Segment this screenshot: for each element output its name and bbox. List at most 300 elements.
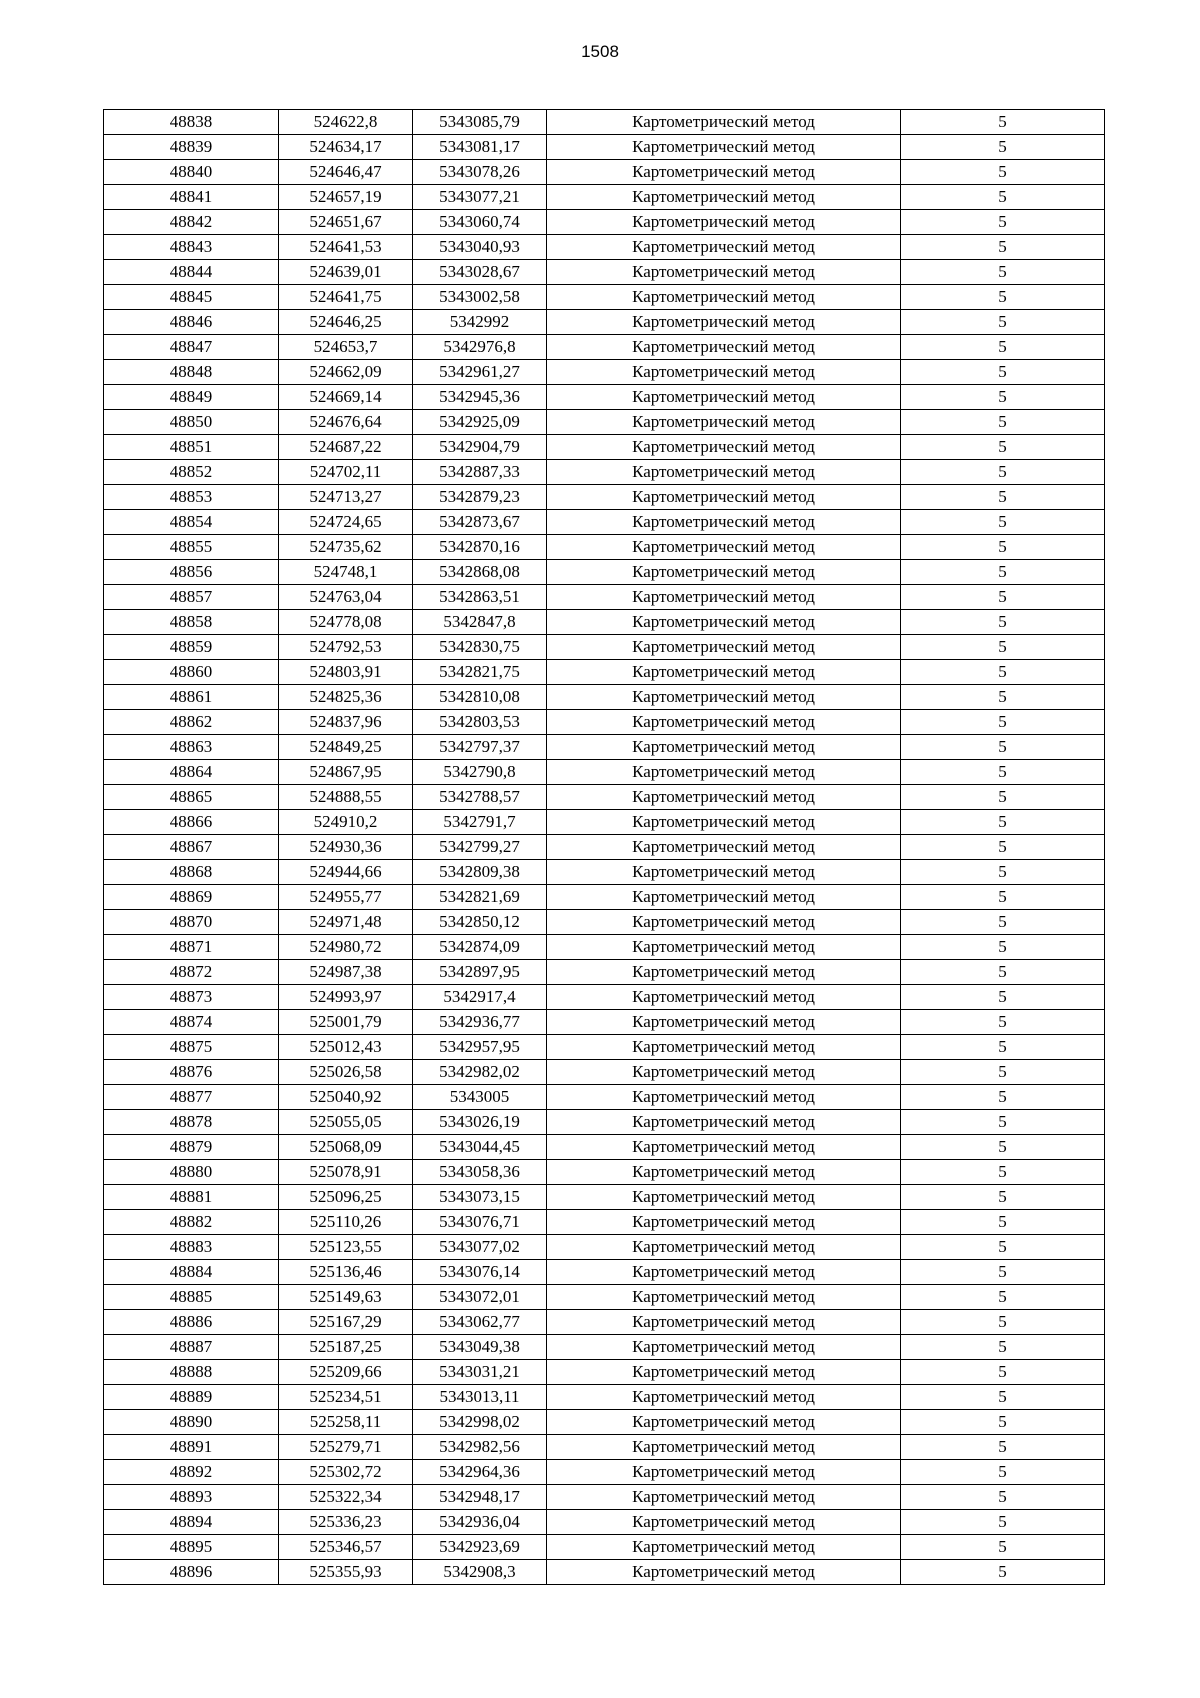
point-number-cell: 48879 [104, 1135, 279, 1160]
x-coordinate-cell: 525187,25 [279, 1335, 413, 1360]
method-cell: Картометрический метод [547, 260, 901, 285]
method-cell: Картометрический метод [547, 110, 901, 135]
x-coordinate-cell: 524687,22 [279, 435, 413, 460]
point-number-cell: 48873 [104, 985, 279, 1010]
table-row [104, 710, 1105, 735]
x-coordinate-cell: 524646,25 [279, 310, 413, 335]
table-row [104, 735, 1105, 760]
method-cell: Картометрический метод [547, 860, 901, 885]
x-coordinate-cell: 524763,04 [279, 585, 413, 610]
method-cell: Картометрический метод [547, 535, 901, 560]
x-coordinate-cell: 525302,72 [279, 1460, 413, 1485]
accuracy-cell: 5 [901, 1285, 1105, 1310]
table-row [104, 1085, 1105, 1110]
y-coordinate-cell: 5343085,79 [413, 110, 547, 135]
y-coordinate-cell: 5342948,17 [413, 1485, 547, 1510]
method-cell: Картометрический метод [547, 160, 901, 185]
accuracy-cell: 5 [901, 1185, 1105, 1210]
method-cell: Картометрический метод [547, 235, 901, 260]
accuracy-cell: 5 [901, 885, 1105, 910]
method-cell: Картометрический метод [547, 1285, 901, 1310]
x-coordinate-cell: 524735,62 [279, 535, 413, 560]
table-row [104, 985, 1105, 1010]
method-cell: Картометрический метод [547, 1235, 901, 1260]
y-coordinate-cell: 5342850,12 [413, 910, 547, 935]
table-row [104, 1385, 1105, 1410]
x-coordinate-cell: 524987,38 [279, 960, 413, 985]
table-row [104, 485, 1105, 510]
y-coordinate-cell: 5342803,53 [413, 710, 547, 735]
point-number-cell: 48874 [104, 1010, 279, 1035]
method-cell: Картометрический метод [547, 760, 901, 785]
method-cell: Картометрический метод [547, 935, 901, 960]
x-coordinate-cell: 524944,66 [279, 860, 413, 885]
table-row [104, 1210, 1105, 1235]
method-cell: Картометрический метод [547, 385, 901, 410]
table-row [104, 1435, 1105, 1460]
method-cell: Картометрический метод [547, 1460, 901, 1485]
method-cell: Картометрический метод [547, 785, 901, 810]
point-number-cell: 48850 [104, 410, 279, 435]
table-row [104, 1010, 1105, 1035]
point-number-cell: 48895 [104, 1535, 279, 1560]
y-coordinate-cell: 5342797,37 [413, 735, 547, 760]
accuracy-cell: 5 [901, 710, 1105, 735]
method-cell: Картометрический метод [547, 310, 901, 335]
y-coordinate-cell: 5343005 [413, 1085, 547, 1110]
method-cell: Картометрический метод [547, 1210, 901, 1235]
x-coordinate-cell: 524653,7 [279, 335, 413, 360]
point-number-cell: 48856 [104, 560, 279, 585]
table-row [104, 360, 1105, 385]
x-coordinate-cell: 524837,96 [279, 710, 413, 735]
method-cell: Картометрический метод [547, 1185, 901, 1210]
method-cell: Картометрический метод [547, 460, 901, 485]
y-coordinate-cell: 5342936,04 [413, 1510, 547, 1535]
y-coordinate-cell: 5343040,93 [413, 235, 547, 260]
y-coordinate-cell: 5342982,02 [413, 1060, 547, 1085]
accuracy-cell: 5 [901, 735, 1105, 760]
table-row [104, 135, 1105, 160]
method-cell: Картометрический метод [547, 685, 901, 710]
y-coordinate-cell: 5342917,4 [413, 985, 547, 1010]
point-number-cell: 48888 [104, 1360, 279, 1385]
x-coordinate-cell: 525001,79 [279, 1010, 413, 1035]
method-cell: Картометрический метод [547, 285, 901, 310]
coordinates-table [103, 109, 1105, 1585]
point-number-cell: 48860 [104, 660, 279, 685]
page-number: 1508 [581, 42, 619, 61]
point-number-cell: 48864 [104, 760, 279, 785]
accuracy-cell: 5 [901, 560, 1105, 585]
method-cell: Картометрический метод [547, 1060, 901, 1085]
table-row [104, 1135, 1105, 1160]
point-number-cell: 48839 [104, 135, 279, 160]
y-coordinate-cell: 5342945,36 [413, 385, 547, 410]
table-row [104, 810, 1105, 835]
accuracy-cell: 5 [901, 1060, 1105, 1085]
accuracy-cell: 5 [901, 960, 1105, 985]
accuracy-cell: 5 [901, 1335, 1105, 1360]
table-row [104, 1060, 1105, 1085]
y-coordinate-cell: 5342863,51 [413, 585, 547, 610]
method-cell: Картометрический метод [547, 1010, 901, 1035]
y-coordinate-cell: 5342936,77 [413, 1010, 547, 1035]
x-coordinate-cell: 524993,97 [279, 985, 413, 1010]
table-row [104, 560, 1105, 585]
point-number-cell: 48859 [104, 635, 279, 660]
method-cell: Картометрический метод [547, 1260, 901, 1285]
accuracy-cell: 5 [901, 510, 1105, 535]
point-number-cell: 48851 [104, 435, 279, 460]
point-number-cell: 48855 [104, 535, 279, 560]
accuracy-cell: 5 [901, 235, 1105, 260]
point-number-cell: 48869 [104, 885, 279, 910]
table-row [104, 1185, 1105, 1210]
x-coordinate-cell: 525322,34 [279, 1485, 413, 1510]
y-coordinate-cell: 5343060,74 [413, 210, 547, 235]
table-row [104, 860, 1105, 885]
point-number-cell: 48852 [104, 460, 279, 485]
method-cell: Картометрический метод [547, 1535, 901, 1560]
table-row [104, 610, 1105, 635]
method-cell: Картометрический метод [547, 1035, 901, 1060]
point-number-cell: 48872 [104, 960, 279, 985]
y-coordinate-cell: 5342868,08 [413, 560, 547, 585]
method-cell: Картометрический метод [547, 1135, 901, 1160]
table-row [104, 660, 1105, 685]
accuracy-cell: 5 [901, 1535, 1105, 1560]
point-number-cell: 48891 [104, 1435, 279, 1460]
method-cell: Картометрический метод [547, 1160, 901, 1185]
y-coordinate-cell: 5343076,14 [413, 1260, 547, 1285]
y-coordinate-cell: 5343073,15 [413, 1185, 547, 1210]
table-row [104, 1535, 1105, 1560]
table-row [104, 1510, 1105, 1535]
accuracy-cell: 5 [901, 760, 1105, 785]
accuracy-cell: 5 [901, 1110, 1105, 1135]
point-number-cell: 48876 [104, 1060, 279, 1085]
point-number-cell: 48894 [104, 1510, 279, 1535]
y-coordinate-cell: 5342847,8 [413, 610, 547, 635]
table-row [104, 1460, 1105, 1485]
accuracy-cell: 5 [901, 410, 1105, 435]
point-number-cell: 48884 [104, 1260, 279, 1285]
y-coordinate-cell: 5342810,08 [413, 685, 547, 710]
method-cell: Картометрический метод [547, 560, 901, 585]
y-coordinate-cell: 5342809,38 [413, 860, 547, 885]
y-coordinate-cell: 5342897,95 [413, 960, 547, 985]
y-coordinate-cell: 5342799,27 [413, 835, 547, 860]
method-cell: Картометрический метод [547, 210, 901, 235]
point-number-cell: 48841 [104, 185, 279, 210]
table-row [104, 935, 1105, 960]
y-coordinate-cell: 5342873,67 [413, 510, 547, 535]
accuracy-cell: 5 [901, 1410, 1105, 1435]
y-coordinate-cell: 5343049,38 [413, 1335, 547, 1360]
method-cell: Картометрический метод [547, 510, 901, 535]
method-cell: Картометрический метод [547, 485, 901, 510]
accuracy-cell: 5 [901, 385, 1105, 410]
y-coordinate-cell: 5343062,77 [413, 1310, 547, 1335]
y-coordinate-cell: 5343058,36 [413, 1160, 547, 1185]
table-row [104, 685, 1105, 710]
point-number-cell: 48883 [104, 1235, 279, 1260]
x-coordinate-cell: 525068,09 [279, 1135, 413, 1160]
accuracy-cell: 5 [901, 1485, 1105, 1510]
table-row [104, 960, 1105, 985]
accuracy-cell: 5 [901, 1035, 1105, 1060]
method-cell: Картометрический метод [547, 185, 901, 210]
x-coordinate-cell: 524748,1 [279, 560, 413, 585]
y-coordinate-cell: 5342830,75 [413, 635, 547, 660]
table-row [104, 1560, 1105, 1585]
table-row [104, 160, 1105, 185]
accuracy-cell: 5 [901, 535, 1105, 560]
x-coordinate-cell: 525355,93 [279, 1560, 413, 1585]
y-coordinate-cell: 5342957,95 [413, 1035, 547, 1060]
method-cell: Картометрический метод [547, 1335, 901, 1360]
table-row [104, 1235, 1105, 1260]
x-coordinate-cell: 524778,08 [279, 610, 413, 635]
accuracy-cell: 5 [901, 1210, 1105, 1235]
x-coordinate-cell: 524702,11 [279, 460, 413, 485]
accuracy-cell: 5 [901, 935, 1105, 960]
method-cell: Картометрический метод [547, 910, 901, 935]
accuracy-cell: 5 [901, 1135, 1105, 1160]
table-row [104, 885, 1105, 910]
accuracy-cell: 5 [901, 635, 1105, 660]
table-row [104, 785, 1105, 810]
x-coordinate-cell: 525136,46 [279, 1260, 413, 1285]
accuracy-cell: 5 [901, 835, 1105, 860]
point-number-cell: 48868 [104, 860, 279, 885]
point-number-cell: 48870 [104, 910, 279, 935]
accuracy-cell: 5 [901, 1260, 1105, 1285]
method-cell: Картометрический метод [547, 435, 901, 460]
point-number-cell: 48844 [104, 260, 279, 285]
method-cell: Картометрический метод [547, 635, 901, 660]
y-coordinate-cell: 5342908,3 [413, 1560, 547, 1585]
point-number-cell: 48858 [104, 610, 279, 635]
x-coordinate-cell: 525279,71 [279, 1435, 413, 1460]
table-row [104, 585, 1105, 610]
x-coordinate-cell: 524651,67 [279, 210, 413, 235]
x-coordinate-cell: 524803,91 [279, 660, 413, 685]
accuracy-cell: 5 [901, 435, 1105, 460]
x-coordinate-cell: 524867,95 [279, 760, 413, 785]
table-row [104, 835, 1105, 860]
y-coordinate-cell: 5343077,21 [413, 185, 547, 210]
x-coordinate-cell: 525078,91 [279, 1160, 413, 1185]
method-cell: Картометрический метод [547, 1310, 901, 1335]
table-row [104, 285, 1105, 310]
y-coordinate-cell: 5343013,11 [413, 1385, 547, 1410]
accuracy-cell: 5 [901, 685, 1105, 710]
method-cell: Картометрический метод [547, 335, 901, 360]
point-number-cell: 48889 [104, 1385, 279, 1410]
x-coordinate-cell: 525110,26 [279, 1210, 413, 1235]
accuracy-cell: 5 [901, 785, 1105, 810]
y-coordinate-cell: 5343078,26 [413, 160, 547, 185]
x-coordinate-cell: 524639,01 [279, 260, 413, 285]
y-coordinate-cell: 5343077,02 [413, 1235, 547, 1260]
table-row [104, 460, 1105, 485]
point-number-cell: 48867 [104, 835, 279, 860]
accuracy-cell: 5 [901, 110, 1105, 135]
accuracy-cell: 5 [901, 160, 1105, 185]
x-coordinate-cell: 524713,27 [279, 485, 413, 510]
point-number-cell: 48849 [104, 385, 279, 410]
point-number-cell: 48881 [104, 1185, 279, 1210]
accuracy-cell: 5 [901, 1435, 1105, 1460]
point-number-cell: 48840 [104, 160, 279, 185]
accuracy-cell: 5 [901, 310, 1105, 335]
table-row [104, 1035, 1105, 1060]
y-coordinate-cell: 5343076,71 [413, 1210, 547, 1235]
accuracy-cell: 5 [901, 910, 1105, 935]
x-coordinate-cell: 525167,29 [279, 1310, 413, 1335]
table-row [104, 510, 1105, 535]
y-coordinate-cell: 5343002,58 [413, 285, 547, 310]
table-row [104, 210, 1105, 235]
y-coordinate-cell: 5342887,33 [413, 460, 547, 485]
x-coordinate-cell: 524971,48 [279, 910, 413, 935]
table-row [104, 1335, 1105, 1360]
point-number-cell: 48871 [104, 935, 279, 960]
x-coordinate-cell: 525234,51 [279, 1385, 413, 1410]
accuracy-cell: 5 [901, 1310, 1105, 1335]
point-number-cell: 48843 [104, 235, 279, 260]
x-coordinate-cell: 525258,11 [279, 1410, 413, 1435]
accuracy-cell: 5 [901, 1385, 1105, 1410]
x-coordinate-cell: 525123,55 [279, 1235, 413, 1260]
x-coordinate-cell: 524634,17 [279, 135, 413, 160]
y-coordinate-cell: 5342790,8 [413, 760, 547, 785]
table-row [104, 385, 1105, 410]
x-coordinate-cell: 524669,14 [279, 385, 413, 410]
point-number-cell: 48893 [104, 1485, 279, 1510]
point-number-cell: 48885 [104, 1285, 279, 1310]
y-coordinate-cell: 5342879,23 [413, 485, 547, 510]
table-row [104, 335, 1105, 360]
method-cell: Картометрический метод [547, 960, 901, 985]
y-coordinate-cell: 5342821,75 [413, 660, 547, 685]
coordinates-table-body [104, 110, 1105, 1585]
method-cell: Картометрический метод [547, 835, 901, 860]
table-row [104, 1410, 1105, 1435]
point-number-cell: 48842 [104, 210, 279, 235]
accuracy-cell: 5 [901, 460, 1105, 485]
point-number-cell: 48880 [104, 1160, 279, 1185]
method-cell: Картометрический метод [547, 1085, 901, 1110]
method-cell: Картометрический метод [547, 585, 901, 610]
y-coordinate-cell: 5342874,09 [413, 935, 547, 960]
x-coordinate-cell: 525336,23 [279, 1510, 413, 1535]
accuracy-cell: 5 [901, 285, 1105, 310]
table-row [104, 310, 1105, 335]
table-row [104, 535, 1105, 560]
table-row [104, 110, 1105, 135]
method-cell: Картометрический метод [547, 410, 901, 435]
point-number-cell: 48865 [104, 785, 279, 810]
x-coordinate-cell: 524641,53 [279, 235, 413, 260]
x-coordinate-cell: 525026,58 [279, 1060, 413, 1085]
table-row [104, 635, 1105, 660]
x-coordinate-cell: 525040,92 [279, 1085, 413, 1110]
x-coordinate-cell: 524849,25 [279, 735, 413, 760]
y-coordinate-cell: 5343031,21 [413, 1360, 547, 1385]
y-coordinate-cell: 5342821,69 [413, 885, 547, 910]
x-coordinate-cell: 524641,75 [279, 285, 413, 310]
x-coordinate-cell: 524662,09 [279, 360, 413, 385]
table-row [104, 1360, 1105, 1385]
y-coordinate-cell: 5342923,69 [413, 1535, 547, 1560]
y-coordinate-cell: 5342788,57 [413, 785, 547, 810]
method-cell: Картометрический метод [547, 985, 901, 1010]
accuracy-cell: 5 [901, 985, 1105, 1010]
y-coordinate-cell: 5342992 [413, 310, 547, 335]
x-coordinate-cell: 525209,66 [279, 1360, 413, 1385]
point-number-cell: 48846 [104, 310, 279, 335]
point-number-cell: 48862 [104, 710, 279, 735]
x-coordinate-cell: 524676,64 [279, 410, 413, 435]
point-number-cell: 48848 [104, 360, 279, 385]
accuracy-cell: 5 [901, 660, 1105, 685]
accuracy-cell: 5 [901, 485, 1105, 510]
x-coordinate-cell: 525149,63 [279, 1285, 413, 1310]
method-cell: Картометрический метод [547, 1560, 901, 1585]
y-coordinate-cell: 5342998,02 [413, 1410, 547, 1435]
point-number-cell: 48863 [104, 735, 279, 760]
table-row [104, 1310, 1105, 1335]
point-number-cell: 48890 [104, 1410, 279, 1435]
x-coordinate-cell: 524657,19 [279, 185, 413, 210]
x-coordinate-cell: 524980,72 [279, 935, 413, 960]
point-number-cell: 48877 [104, 1085, 279, 1110]
table-row [104, 760, 1105, 785]
method-cell: Картометрический метод [547, 135, 901, 160]
x-coordinate-cell: 524910,2 [279, 810, 413, 835]
x-coordinate-cell: 525096,25 [279, 1185, 413, 1210]
point-number-cell: 48838 [104, 110, 279, 135]
method-cell: Картометрический метод [547, 735, 901, 760]
y-coordinate-cell: 5342925,09 [413, 410, 547, 435]
point-number-cell: 48887 [104, 1335, 279, 1360]
method-cell: Картометрический метод [547, 810, 901, 835]
accuracy-cell: 5 [901, 1460, 1105, 1485]
accuracy-cell: 5 [901, 185, 1105, 210]
y-coordinate-cell: 5343044,45 [413, 1135, 547, 1160]
method-cell: Картометрический метод [547, 1410, 901, 1435]
table-row [104, 260, 1105, 285]
y-coordinate-cell: 5342870,16 [413, 535, 547, 560]
method-cell: Картометрический метод [547, 1485, 901, 1510]
accuracy-cell: 5 [901, 335, 1105, 360]
accuracy-cell: 5 [901, 135, 1105, 160]
y-coordinate-cell: 5343026,19 [413, 1110, 547, 1135]
accuracy-cell: 5 [901, 360, 1105, 385]
accuracy-cell: 5 [901, 610, 1105, 635]
x-coordinate-cell: 524955,77 [279, 885, 413, 910]
accuracy-cell: 5 [901, 1510, 1105, 1535]
method-cell: Картометрический метод [547, 610, 901, 635]
point-number-cell: 48845 [104, 285, 279, 310]
method-cell: Картометрический метод [547, 1510, 901, 1535]
accuracy-cell: 5 [901, 1085, 1105, 1110]
table-row [104, 410, 1105, 435]
x-coordinate-cell: 525012,43 [279, 1035, 413, 1060]
